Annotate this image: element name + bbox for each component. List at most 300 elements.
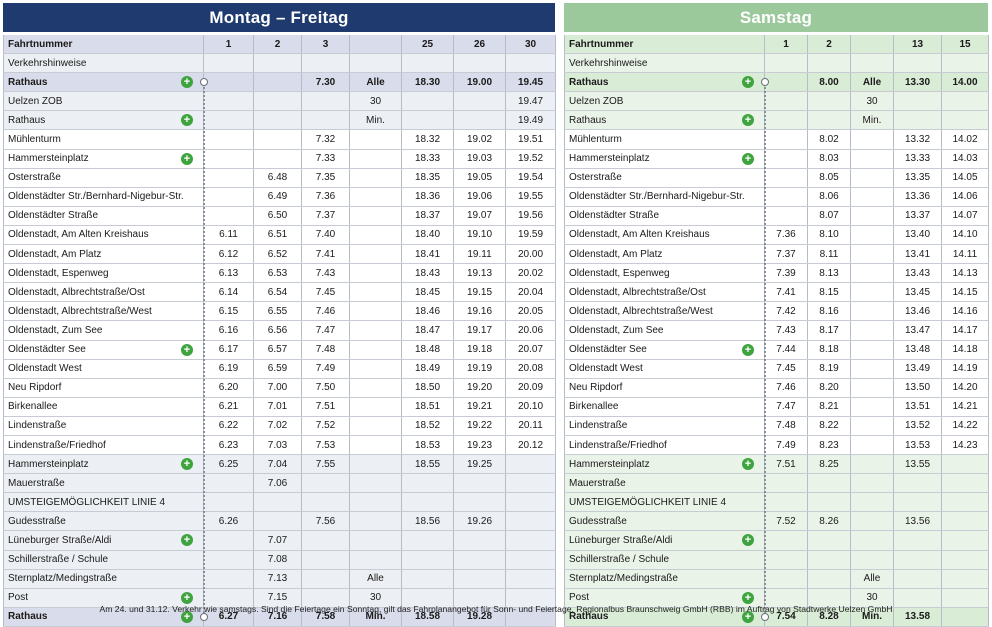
timetable-row: [4, 397, 556, 416]
stop-name-cell: [4, 474, 204, 493]
stop-name: UMSTEIGEMÖGLICHKEIT LINIE 4: [569, 496, 727, 508]
departure-time-cell: 18.49: [402, 359, 454, 378]
departure-time-cell: 8.17: [808, 321, 851, 340]
departure-time-cell: 7.16: [254, 607, 302, 626]
departure-time-cell: 7.30: [302, 73, 350, 92]
departure-time-cell: 7.47: [302, 321, 350, 340]
departure-time-cell: [204, 493, 254, 512]
departure-time-cell: 14.05: [942, 168, 989, 187]
timetable-row: [565, 512, 989, 531]
departure-time-cell: [942, 474, 989, 493]
stop-name: Verkehrshinweise: [569, 57, 648, 69]
departure-time-cell: [402, 92, 454, 111]
stop-name: Lindenstraße: [8, 420, 67, 432]
timetable-row: [4, 111, 556, 130]
departure-time-cell: 7.07: [254, 531, 302, 550]
timetable-row: [4, 550, 556, 569]
timetable-row: [565, 225, 989, 244]
departure-time-cell: [402, 550, 454, 569]
departure-time-cell: 7.52: [302, 416, 350, 435]
departure-time-cell: 14.02: [942, 130, 989, 149]
departure-time-cell: [506, 474, 556, 493]
saturday-panel: [564, 3, 988, 627]
departure-time-cell: 7.03: [254, 435, 302, 454]
timetable-row: [565, 111, 989, 130]
departure-time-cell: 30: [851, 588, 894, 607]
departure-time-cell: 8.19: [808, 359, 851, 378]
departure-time-cell: 8.02: [808, 130, 851, 149]
departure-time-cell: [454, 569, 506, 588]
timetable-row: [4, 245, 556, 264]
departure-time-cell: [506, 550, 556, 569]
stop-name: Oldenstadt West: [8, 363, 82, 375]
stop-name-cell: [565, 569, 765, 588]
departure-time-cell: [254, 73, 302, 92]
stop-name: Oldenstadt, Am Alten Kreishaus: [8, 229, 149, 241]
departure-time-cell: 7.49: [302, 359, 350, 378]
departure-time-cell: 20.10: [506, 397, 556, 416]
departure-time-cell: 13.53: [894, 435, 942, 454]
departure-time-cell: [851, 168, 894, 187]
departure-time-cell: 18.56: [402, 512, 454, 531]
departure-time-cell: [402, 111, 454, 130]
departure-time-cell: Min.: [851, 607, 894, 626]
departure-time-cell: 8.25: [808, 455, 851, 474]
departure-time-cell: 14.19: [942, 359, 989, 378]
stop-name: Rathaus: [569, 611, 609, 623]
departure-time-cell: 13.36: [894, 187, 942, 206]
departure-time-cell: 7.50: [302, 378, 350, 397]
stop-name-cell: [4, 168, 204, 187]
stop-name: Oldenstadt, Am Alten Kreishaus: [569, 229, 710, 241]
departure-time-cell: 13.49: [894, 359, 942, 378]
departure-time-cell: 30: [350, 92, 402, 111]
plus-connection-icon: +: [742, 114, 754, 126]
departure-time-cell: [302, 92, 350, 111]
timetable-row: [4, 474, 556, 493]
departure-time-cell: 7.42: [765, 302, 808, 321]
departure-time-cell: [894, 54, 942, 73]
departure-time-cell: [765, 149, 808, 168]
stop-name-cell: [4, 206, 204, 225]
stop-name: Mühlenturm: [8, 134, 61, 146]
departure-time-cell: 19.52: [506, 149, 556, 168]
departure-time-cell: 6.27: [204, 607, 254, 626]
timetable-row: [565, 206, 989, 225]
departure-time-cell: 8.28: [808, 607, 851, 626]
departure-time-cell: [350, 225, 402, 244]
departure-time-cell: Alle: [851, 73, 894, 92]
departure-time-cell: [851, 187, 894, 206]
departure-time-cell: 6.17: [204, 340, 254, 359]
timetable-row: [565, 340, 989, 359]
departure-time-cell: 20.05: [506, 302, 556, 321]
timetable-row: [565, 397, 989, 416]
departure-time-cell: 18.46: [402, 302, 454, 321]
departure-time-cell: [454, 531, 506, 550]
departure-time-cell: 18.30: [402, 73, 454, 92]
departure-time-cell: [506, 569, 556, 588]
departure-time-cell: 19.23: [454, 435, 506, 454]
departure-time-cell: 6.19: [204, 359, 254, 378]
timetable-row: [565, 168, 989, 187]
stop-name-cell: [4, 416, 204, 435]
stop-name: Hammersteinplatz: [8, 153, 89, 165]
departure-time-cell: [942, 111, 989, 130]
departure-time-cell: [808, 111, 851, 130]
departure-time-cell: 13.43: [894, 264, 942, 283]
departure-time-cell: 18.40: [402, 225, 454, 244]
timetable-row: [4, 92, 556, 111]
stop-name-cell: [565, 225, 765, 244]
stop-name: Oldenstadt, Am Platz: [569, 248, 663, 260]
departure-time-cell: [204, 111, 254, 130]
departure-time-cell: [350, 378, 402, 397]
stop-name-cell: [4, 92, 204, 111]
departure-time-cell: 19.10: [454, 225, 506, 244]
plus-connection-icon: +: [181, 153, 193, 165]
departure-time-cell: 19.16: [454, 302, 506, 321]
departure-time-cell: 19.51: [506, 130, 556, 149]
departure-time-cell: Alle: [350, 73, 402, 92]
departure-time-cell: [204, 168, 254, 187]
departure-time-cell: 13.47: [894, 321, 942, 340]
departure-time-cell: 14.00: [942, 73, 989, 92]
stop-name: Lindenstraße/Friedhof: [569, 439, 667, 451]
timetable-row: [4, 73, 556, 92]
departure-time-cell: 14.17: [942, 321, 989, 340]
timetable-row: [4, 378, 556, 397]
departure-time-cell: Min.: [350, 111, 402, 130]
departure-time-cell: 8.10: [808, 225, 851, 244]
departure-time-cell: 7.32: [302, 130, 350, 149]
stop-name-cell: [4, 493, 204, 512]
stop-name: Lindenstraße/Friedhof: [8, 439, 106, 451]
departure-time-cell: [350, 493, 402, 512]
departure-time-cell: 7.01: [254, 397, 302, 416]
departure-time-cell: 18.32: [402, 130, 454, 149]
timetable-row: [4, 512, 556, 531]
departure-time-cell: 13.55: [894, 455, 942, 474]
stop-name-cell: [565, 493, 765, 512]
departure-time-cell: 7.53: [302, 435, 350, 454]
timetable-row: [4, 359, 556, 378]
timetable-row: [4, 302, 556, 321]
departure-time-cell: 6.22: [204, 416, 254, 435]
departure-time-cell: [765, 54, 808, 73]
departure-time-cell: Alle: [851, 569, 894, 588]
departure-time-cell: [506, 493, 556, 512]
plus-connection-icon: +: [742, 344, 754, 356]
weekday-timetable: [3, 35, 556, 627]
timetable-row: [565, 474, 989, 493]
departure-time-cell: 20.00: [506, 245, 556, 264]
timetable-row: [565, 264, 989, 283]
departure-time-cell: [851, 474, 894, 493]
departure-time-cell: [350, 359, 402, 378]
stop-name-cell: [4, 149, 204, 168]
departure-time-cell: [350, 245, 402, 264]
stop-name-cell: [4, 321, 204, 340]
departure-time-cell: [808, 92, 851, 111]
departure-time-cell: 7.15: [254, 588, 302, 607]
plus-connection-icon: +: [181, 611, 193, 623]
departure-time-cell: 13.51: [894, 397, 942, 416]
departure-time-cell: [254, 149, 302, 168]
departure-time-cell: 7.46: [765, 378, 808, 397]
stop-name: Osterstraße: [569, 172, 622, 184]
stop-name-cell: [565, 378, 765, 397]
stop-name: Schillerstraße / Schule: [569, 554, 670, 566]
departure-time-cell: 14.15: [942, 283, 989, 302]
departure-time-cell: 13.58: [894, 607, 942, 626]
departure-time-cell: 8.16: [808, 302, 851, 321]
departure-time-cell: [765, 493, 808, 512]
departure-time-cell: [350, 550, 402, 569]
departure-time-cell: 18.48: [402, 340, 454, 359]
stop-name-cell: [4, 359, 204, 378]
trip-number-cell: 3: [302, 35, 350, 54]
timetable-row: [565, 493, 989, 512]
timetable-row: [565, 92, 989, 111]
departure-time-cell: 19.54: [506, 168, 556, 187]
stop-name-cell: [565, 474, 765, 493]
departure-time-cell: 20.06: [506, 321, 556, 340]
plus-connection-icon: +: [742, 458, 754, 470]
departure-time-cell: 14.06: [942, 187, 989, 206]
stop-name-cell: [565, 359, 765, 378]
departure-time-cell: 13.35: [894, 168, 942, 187]
stop-name-cell: [4, 435, 204, 454]
departure-time-cell: 7.36: [302, 187, 350, 206]
departure-time-cell: 13.52: [894, 416, 942, 435]
trip-number-cell: 13: [894, 35, 942, 54]
departure-time-cell: 14.03: [942, 149, 989, 168]
departure-time-cell: [454, 550, 506, 569]
departure-time-cell: 19.26: [454, 512, 506, 531]
departure-time-cell: 7.41: [765, 283, 808, 302]
timetable-row: [565, 130, 989, 149]
departure-time-cell: 8.22: [808, 416, 851, 435]
departure-time-cell: [350, 416, 402, 435]
stop-name-cell: [565, 435, 765, 454]
departure-time-cell: [350, 54, 402, 73]
departure-time-cell: 8.00: [808, 73, 851, 92]
stop-name: Mauerstraße: [8, 477, 65, 489]
stop-name-cell: [565, 302, 765, 321]
departure-time-cell: 13.41: [894, 245, 942, 264]
departure-time-cell: Min.: [350, 607, 402, 626]
departure-time-cell: 13.32: [894, 130, 942, 149]
departure-time-cell: 6.56: [254, 321, 302, 340]
departure-time-cell: Min.: [851, 111, 894, 130]
departure-time-cell: 7.02: [254, 416, 302, 435]
departure-time-cell: 19.45: [506, 73, 556, 92]
departure-time-cell: 7.08: [254, 550, 302, 569]
timetable-row: [4, 435, 556, 454]
stop-name: Oldenstädter See: [569, 344, 647, 356]
departure-time-cell: 18.50: [402, 378, 454, 397]
timetable-row: [4, 531, 556, 550]
departure-time-cell: 19.20: [454, 378, 506, 397]
departure-time-cell: 6.52: [254, 245, 302, 264]
column-header-row: [565, 35, 989, 54]
stop-name: Oldenstadt, Espenweg: [8, 267, 109, 279]
trip-number-cell: 26: [454, 35, 506, 54]
stop-name: Osterstraße: [8, 172, 61, 184]
stop-name: Oldenstadt West: [569, 363, 643, 375]
departure-time-cell: [808, 493, 851, 512]
departure-time-cell: [851, 531, 894, 550]
departure-time-cell: [808, 569, 851, 588]
stop-name: Oldenstadt, Albrechtstraße/West: [8, 305, 152, 317]
departure-time-cell: 19.17: [454, 321, 506, 340]
stop-name-cell: [4, 187, 204, 206]
departure-time-cell: 7.13: [254, 569, 302, 588]
stop-name-cell: [4, 54, 204, 73]
departure-time-cell: 18.37: [402, 206, 454, 225]
departure-time-cell: 7.43: [765, 321, 808, 340]
timetable-row: [4, 493, 556, 512]
departure-time-cell: [851, 225, 894, 244]
timetable-row: [4, 168, 556, 187]
departure-time-cell: 18.43: [402, 264, 454, 283]
stop-name: Neu Ripdorf: [569, 382, 623, 394]
departure-time-cell: 18.33: [402, 149, 454, 168]
stop-name-cell: [565, 531, 765, 550]
departure-time-cell: 14.20: [942, 378, 989, 397]
stop-name: Birkenallee: [8, 401, 58, 413]
departure-time-cell: [851, 359, 894, 378]
stop-name-cell: [565, 92, 765, 111]
plus-connection-icon: +: [742, 592, 754, 604]
departure-time-cell: 8.03: [808, 149, 851, 168]
departure-time-cell: [204, 130, 254, 149]
departure-time-cell: [851, 283, 894, 302]
departure-time-cell: 20.09: [506, 378, 556, 397]
stop-name-cell: [4, 512, 204, 531]
stop-name-cell: [4, 264, 204, 283]
departure-time-cell: [454, 54, 506, 73]
departure-time-cell: 8.26: [808, 512, 851, 531]
departure-time-cell: 8.07: [808, 206, 851, 225]
stop-name: Mauerstraße: [569, 477, 626, 489]
departure-time-cell: 8.23: [808, 435, 851, 454]
stop-name-cell: [565, 187, 765, 206]
departure-time-cell: 19.49: [506, 111, 556, 130]
departure-time-cell: [302, 474, 350, 493]
departure-time-cell: 14.07: [942, 206, 989, 225]
departure-time-cell: 18.36: [402, 187, 454, 206]
plus-connection-icon: +: [742, 153, 754, 165]
departure-time-cell: [894, 474, 942, 493]
route-line: [203, 82, 205, 617]
departure-time-cell: [765, 130, 808, 149]
departure-time-cell: [302, 111, 350, 130]
departure-time-cell: [851, 340, 894, 359]
timetable-row: [4, 283, 556, 302]
departure-time-cell: [350, 435, 402, 454]
stop-name-cell: [4, 73, 204, 92]
departure-time-cell: [894, 111, 942, 130]
stop-name: Rathaus: [569, 76, 609, 88]
departure-time-cell: [402, 474, 454, 493]
departure-time-cell: 18.51: [402, 397, 454, 416]
departure-time-cell: 13.37: [894, 206, 942, 225]
stop-name-cell: [565, 245, 765, 264]
stop-name-cell: [4, 225, 204, 244]
stop-name: Gudesstraße: [569, 515, 627, 527]
departure-time-cell: 13.40: [894, 225, 942, 244]
departure-time-cell: 6.14: [204, 283, 254, 302]
departure-time-cell: [851, 206, 894, 225]
departure-time-cell: 13.56: [894, 512, 942, 531]
departure-time-cell: 7.58: [302, 607, 350, 626]
departure-time-cell: [350, 187, 402, 206]
stop-name-cell: [565, 340, 765, 359]
departure-time-cell: 6.13: [204, 264, 254, 283]
departure-time-cell: [808, 474, 851, 493]
departure-time-cell: 6.23: [204, 435, 254, 454]
departure-time-cell: 19.56: [506, 206, 556, 225]
departure-time-cell: [894, 531, 942, 550]
departure-time-cell: 19.05: [454, 168, 506, 187]
stop-name-cell: [565, 283, 765, 302]
departure-time-cell: 18.45: [402, 283, 454, 302]
departure-time-cell: [204, 187, 254, 206]
departure-time-cell: 13.48: [894, 340, 942, 359]
route-end-circle: [761, 613, 769, 621]
departure-time-cell: 30: [851, 92, 894, 111]
departure-time-cell: [851, 550, 894, 569]
timetable-row: [4, 569, 556, 588]
departure-time-cell: 6.55: [254, 302, 302, 321]
departure-time-cell: 18.55: [402, 455, 454, 474]
departure-time-cell: [254, 54, 302, 73]
departure-time-cell: 14.21: [942, 397, 989, 416]
departure-time-cell: [894, 550, 942, 569]
stop-name: Schillerstraße / Schule: [8, 554, 109, 566]
departure-time-cell: Alle: [350, 569, 402, 588]
departure-time-cell: 19.47: [506, 92, 556, 111]
stop-name-cell: [565, 73, 765, 92]
departure-time-cell: 6.48: [254, 168, 302, 187]
departure-time-cell: 13.33: [894, 149, 942, 168]
plus-connection-icon: +: [742, 534, 754, 546]
stop-name-cell: [4, 397, 204, 416]
departure-time-cell: 6.50: [254, 206, 302, 225]
departure-time-cell: [402, 54, 454, 73]
departure-time-cell: 20.07: [506, 340, 556, 359]
timetable-row: [565, 302, 989, 321]
departure-time-cell: [350, 474, 402, 493]
stop-name: Post: [8, 592, 29, 604]
departure-time-cell: [350, 168, 402, 187]
departure-time-cell: 20.02: [506, 264, 556, 283]
departure-time-cell: 7.51: [302, 397, 350, 416]
departure-time-cell: 8.15: [808, 283, 851, 302]
departure-time-cell: [350, 340, 402, 359]
departure-time-cell: 20.08: [506, 359, 556, 378]
departure-time-cell: 7.49: [765, 435, 808, 454]
departure-time-cell: 14.10: [942, 225, 989, 244]
departure-time-cell: 7.35: [302, 168, 350, 187]
departure-time-cell: [851, 130, 894, 149]
departure-time-cell: [350, 397, 402, 416]
timetable-row: [4, 225, 556, 244]
trip-number-cell: 1: [765, 35, 808, 54]
stop-name-cell: [565, 168, 765, 187]
